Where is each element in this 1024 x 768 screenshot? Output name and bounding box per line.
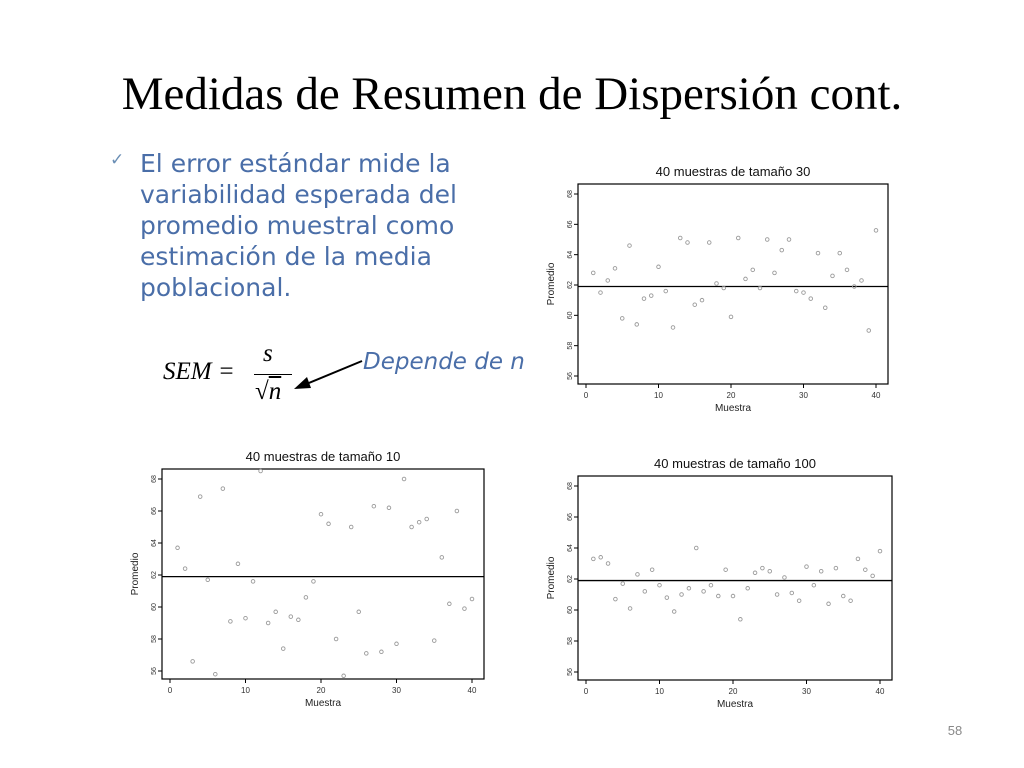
x-tick-label: 40 [871, 391, 881, 400]
data-point [871, 574, 875, 578]
x-tick-label: 10 [655, 687, 664, 696]
data-point [440, 556, 444, 560]
data-point [334, 637, 338, 641]
data-point [636, 573, 640, 577]
y-tick-label: 64 [566, 250, 574, 259]
arrow-left-icon [290, 355, 365, 395]
data-point [642, 297, 646, 301]
data-point [729, 315, 733, 319]
data-point [470, 597, 474, 601]
data-point [709, 583, 713, 587]
data-point [635, 323, 639, 327]
data-point [410, 525, 414, 529]
x-tick-label: 10 [654, 391, 663, 400]
data-point [693, 303, 697, 307]
data-point [387, 506, 391, 510]
data-point [274, 610, 278, 614]
data-point [432, 639, 436, 643]
scatter-chart-n100 [542, 450, 912, 720]
data-point [395, 642, 399, 646]
data-point [841, 594, 845, 598]
data-point [753, 571, 757, 575]
x-tick-label: 30 [802, 687, 811, 696]
data-point [724, 568, 728, 572]
y-tick-label: 62 [566, 281, 574, 289]
data-point [819, 569, 823, 573]
sem-formula [163, 340, 303, 410]
data-point [867, 329, 871, 333]
data-point [289, 615, 293, 619]
y-tick-label: 64 [566, 544, 574, 552]
data-point [878, 549, 882, 553]
data-point [327, 522, 331, 526]
y-tick-label: 60 [566, 311, 574, 320]
y-tick-label: 68 [566, 190, 574, 198]
data-point [463, 607, 467, 611]
data-point [731, 594, 735, 598]
x-tick-label: 20 [726, 391, 736, 400]
formula-lhs: SEM = [163, 358, 235, 385]
data-point [823, 306, 827, 310]
data-point [874, 229, 878, 233]
data-point [342, 674, 346, 678]
y-tick-label: 66 [566, 513, 574, 521]
y-tick-label: 58 [566, 341, 574, 350]
y-tick-label: 66 [150, 507, 158, 515]
data-point [643, 590, 647, 594]
data-point [198, 495, 202, 499]
plot-frame [578, 184, 888, 384]
data-point [614, 597, 618, 601]
formula-denominator-var: n [268, 378, 282, 405]
data-point [266, 621, 270, 625]
data-point [765, 238, 769, 242]
data-point [849, 599, 853, 603]
data-point [591, 271, 595, 275]
data-point [244, 616, 248, 620]
data-point [657, 265, 661, 269]
data-point [761, 566, 765, 570]
data-point [649, 294, 653, 298]
y-tick-label: 58 [566, 637, 574, 645]
data-point [297, 618, 301, 622]
data-point [599, 556, 603, 560]
data-point [812, 583, 816, 587]
data-point [620, 317, 624, 321]
data-point [816, 251, 820, 255]
data-point [783, 576, 787, 580]
x-axis-label: Muestra [714, 403, 752, 414]
data-point [621, 582, 625, 586]
data-point [694, 546, 698, 550]
x-tick-label: 40 [875, 687, 885, 696]
data-point [768, 569, 772, 573]
y-tick-label: 68 [566, 482, 574, 490]
data-point [802, 291, 806, 295]
data-point [838, 251, 842, 255]
data-point [717, 594, 721, 598]
data-point [357, 610, 361, 614]
data-point [665, 596, 669, 600]
y-axis-label: Promedio [546, 556, 557, 600]
data-point [259, 469, 263, 473]
y-tick-label: 60 [150, 603, 158, 611]
data-point [702, 590, 706, 594]
formula-denominator [255, 378, 281, 406]
data-point [281, 647, 285, 651]
data-point [680, 593, 684, 597]
data-point [715, 282, 719, 286]
data-point [304, 596, 308, 600]
data-point [860, 279, 864, 283]
plot-frame [162, 469, 484, 679]
data-point [773, 271, 777, 275]
data-point [455, 509, 459, 513]
data-point [672, 610, 676, 614]
data-point [365, 652, 369, 656]
data-point [856, 557, 860, 561]
data-point [658, 583, 662, 587]
data-point [707, 241, 711, 245]
formula-numerator: s [263, 340, 273, 367]
fraction-bar [254, 374, 292, 375]
data-point [775, 593, 779, 597]
data-point [448, 602, 452, 606]
data-point [736, 236, 740, 240]
data-point [790, 591, 794, 595]
data-point [183, 567, 187, 571]
x-tick-label: 0 [583, 687, 589, 696]
y-tick-label: 56 [566, 668, 574, 676]
data-point [628, 244, 632, 248]
data-point [845, 268, 849, 272]
x-tick-label: 10 [241, 686, 250, 695]
data-point [739, 618, 743, 622]
data-point [613, 267, 617, 271]
data-point [794, 289, 798, 293]
data-point [671, 326, 675, 330]
data-point [380, 650, 384, 654]
y-axis-label: Promedio [130, 552, 141, 596]
chart-title: 40 muestras de tamaño 100 [654, 456, 816, 471]
check-icon: ✓ [110, 150, 125, 170]
data-point [417, 520, 421, 524]
data-point [678, 236, 682, 240]
plot-frame [578, 476, 892, 680]
x-tick-label: 20 [728, 687, 738, 696]
data-point [214, 672, 218, 676]
data-point [700, 298, 704, 302]
data-point [606, 562, 610, 566]
scatter-chart-n30 [540, 160, 910, 425]
y-tick-label: 66 [566, 220, 574, 229]
data-point [780, 248, 784, 252]
data-point [251, 580, 255, 584]
data-point [229, 620, 233, 624]
data-point [206, 578, 210, 582]
data-point [827, 602, 831, 606]
data-point [797, 599, 801, 603]
y-tick-label: 62 [566, 575, 574, 583]
y-tick-label: 56 [150, 667, 158, 675]
data-point [402, 477, 406, 481]
x-tick-label: 30 [392, 686, 401, 695]
scatter-chart-n10 [126, 445, 496, 720]
data-point [319, 512, 323, 516]
data-point [236, 562, 240, 566]
data-point [805, 565, 809, 569]
x-tick-label: 40 [467, 686, 477, 695]
x-tick-label: 0 [583, 391, 589, 400]
data-point [686, 241, 690, 245]
y-tick-label: 68 [150, 475, 158, 483]
y-axis-label: Promedio [546, 262, 557, 306]
x-tick-label: 20 [316, 686, 326, 695]
data-point [606, 279, 610, 283]
data-point [834, 566, 838, 570]
bullet-point [106, 148, 506, 303]
slide-title: Medidas de Resumen de Dispersión cont. [121, 68, 903, 120]
data-point [312, 580, 316, 584]
data-point [599, 291, 603, 295]
data-point [372, 504, 376, 508]
y-tick-label: 62 [150, 571, 158, 579]
data-point [349, 525, 353, 529]
data-point [831, 274, 835, 278]
x-axis-label: Muestra [304, 698, 342, 709]
x-tick-label: 30 [799, 391, 808, 400]
data-point [176, 546, 180, 550]
data-point [191, 660, 195, 664]
sqrt-icon: √ [255, 378, 269, 405]
y-tick-label: 58 [150, 635, 158, 643]
chart-title: 40 muestras de tamaño 10 [245, 449, 401, 464]
page-number: 58 [947, 723, 963, 738]
annotation-depende-de-n: Depende de n [363, 349, 525, 375]
data-point [592, 557, 596, 561]
bullet-text: El error estándar mide la variabilidad esperada del promedio muestral como estimación de la media poblacional. [140, 149, 457, 302]
x-axis-label: Muestra [716, 699, 754, 710]
data-point [787, 238, 791, 242]
data-point [744, 277, 748, 281]
data-point [809, 297, 813, 301]
data-point [751, 268, 755, 272]
data-point [664, 289, 668, 293]
data-point [650, 568, 654, 572]
y-tick-label: 64 [150, 539, 158, 547]
y-tick-label: 56 [566, 372, 574, 380]
data-point [746, 587, 750, 591]
data-point [221, 487, 225, 491]
data-point [687, 587, 691, 591]
chart-title: 40 muestras de tamaño 30 [655, 164, 811, 179]
data-point [425, 517, 429, 521]
data-point [628, 607, 632, 611]
y-tick-label: 60 [566, 606, 574, 614]
data-point [864, 568, 868, 572]
x-tick-label: 0 [167, 686, 173, 695]
